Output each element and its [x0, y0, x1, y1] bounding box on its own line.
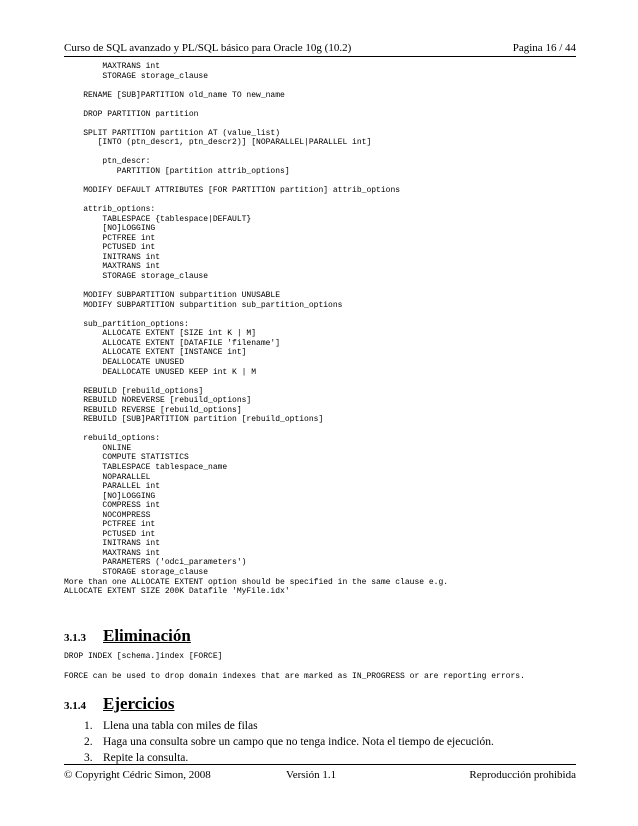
code-line: INITRANS int — [64, 539, 161, 549]
code-line: ptn_descr: — [64, 157, 151, 167]
code-line: More than one ALLOCATE EXTENT option should be specified in the same clause e.g. — [64, 577, 449, 587]
code-line: sub_partition_options: — [64, 319, 189, 329]
code-line — [64, 196, 584, 206]
code-line: COMPUTE STATISTICS — [64, 453, 189, 463]
code-line: MAXTRANS int — [64, 262, 161, 272]
drop-index-syntax: DROP INDEX [schema.]index [FORCE] — [64, 652, 223, 661]
force-note: FORCE can be used to drop domain indexes that are marked as IN_PROGRESS or are reporting errors. — [64, 672, 525, 681]
code-line: PCTFREE int — [64, 233, 156, 243]
footer-copyright: © Copyright Cédric Simon, 2008 — [64, 769, 211, 781]
code-line: NOCOMPRESS — [64, 510, 151, 520]
code-line: MAXTRANS int — [64, 548, 161, 558]
code-line: REBUILD NOREVERSE [rebuild_options] — [64, 396, 252, 406]
list-item: 1. Llena una tabla con miles de filas — [84, 720, 258, 732]
code-line: [NO]LOGGING — [64, 224, 156, 234]
code-line: REBUILD [rebuild_options] — [64, 386, 204, 396]
code-line: PCTFREE int — [64, 520, 156, 530]
section-ejercicios — [64, 694, 174, 714]
code-line: PARALLEL int — [64, 482, 161, 492]
page-footer — [64, 764, 576, 781]
list-item: 2. Haga una consulta sobre un campo que no tenga indice. Nota el tiempo de ejecución. — [84, 736, 494, 748]
syntax-code-block — [64, 62, 584, 597]
code-line — [64, 148, 584, 158]
code-line: STORAGE storage_clause — [64, 272, 209, 282]
code-line: TABLESPACE {tablespace|DEFAULT} — [64, 214, 252, 224]
code-line: [NO]LOGGING — [64, 491, 156, 501]
code-line: NOPARALLEL — [64, 472, 151, 482]
code-line — [64, 81, 584, 91]
code-line — [64, 425, 584, 435]
header-title: Curso de SQL avanzado y PL/SQL básico para Oracle 10g (10.2) — [64, 42, 352, 54]
code-line — [64, 119, 584, 129]
list-item: 3. Repite la consulta. — [84, 752, 189, 764]
section-title: Eliminación — [103, 626, 191, 645]
code-line: SPLIT PARTITION partition AT (value_list) — [64, 128, 281, 138]
code-line: attrib_options: — [64, 205, 156, 215]
section-title: Ejercicios — [103, 694, 175, 713]
code-line — [64, 310, 584, 320]
code-line: STORAGE storage_clause — [64, 567, 209, 577]
code-line: STORAGE storage_clause — [64, 71, 209, 81]
code-line: TABLESPACE tablespace_name — [64, 462, 228, 472]
section-number: 3.1.4 — [64, 700, 86, 712]
code-line: PARAMETERS ('odci_parameters') — [64, 558, 247, 568]
code-line: ALLOCATE EXTENT [SIZE int K | M] — [64, 329, 257, 339]
code-line: INITRANS int — [64, 252, 161, 262]
footer-version: Versión 1.1 — [286, 769, 337, 781]
code-line: ALLOCATE EXTENT [DATAFILE 'filename'] — [64, 338, 281, 348]
code-line: DEALLOCATE UNUSED — [64, 357, 185, 367]
code-line — [64, 377, 584, 387]
code-line: PCTUSED int — [64, 529, 156, 539]
page-header — [64, 38, 576, 57]
code-line: PARTITION [partition attrib_options] — [64, 167, 290, 177]
code-line: RENAME [SUB]PARTITION old_name TO new_name — [64, 90, 285, 100]
code-line: ALLOCATE EXTENT [INSTANCE int] — [64, 348, 247, 358]
code-line: MODIFY DEFAULT ATTRIBUTES [FOR PARTITION partition] attrib_options — [64, 186, 401, 196]
code-line: REBUILD [SUB]PARTITION partition [rebuild_options] — [64, 415, 324, 425]
exercise-list — [84, 718, 494, 766]
code-line: [INTO (ptn_descr1, ptn_descr2)] [NOPARALLEL|PARALLEL int] — [64, 138, 372, 148]
footer-rights: Reproducción prohibida — [469, 769, 576, 781]
code-line: COMPRESS int — [64, 501, 161, 511]
code-line: REBUILD REVERSE [rebuild_options] — [64, 405, 242, 415]
code-line: PCTUSED int — [64, 243, 156, 253]
code-line: ONLINE — [64, 443, 132, 453]
section-number: 3.1.3 — [64, 632, 86, 644]
code-line: DROP PARTITION partition — [64, 109, 199, 119]
code-line: MODIFY SUBPARTITION subpartition sub_partition_options — [64, 300, 343, 310]
code-line: DEALLOCATE UNUSED KEEP int K | M — [64, 367, 257, 377]
code-line: MODIFY SUBPARTITION subpartition UNUSABLE — [64, 291, 281, 301]
code-line: ALLOCATE EXTENT SIZE 200K Datafile 'MyFile.idx' — [64, 587, 290, 597]
code-line — [64, 100, 584, 110]
code-line: rebuild_options: — [64, 434, 161, 444]
section-eliminacion — [64, 626, 191, 646]
code-line — [64, 282, 584, 292]
code-line — [64, 177, 584, 187]
page-number: Pagina 16 / 44 — [512, 42, 576, 54]
code-line: MAXTRANS int — [64, 62, 161, 71]
